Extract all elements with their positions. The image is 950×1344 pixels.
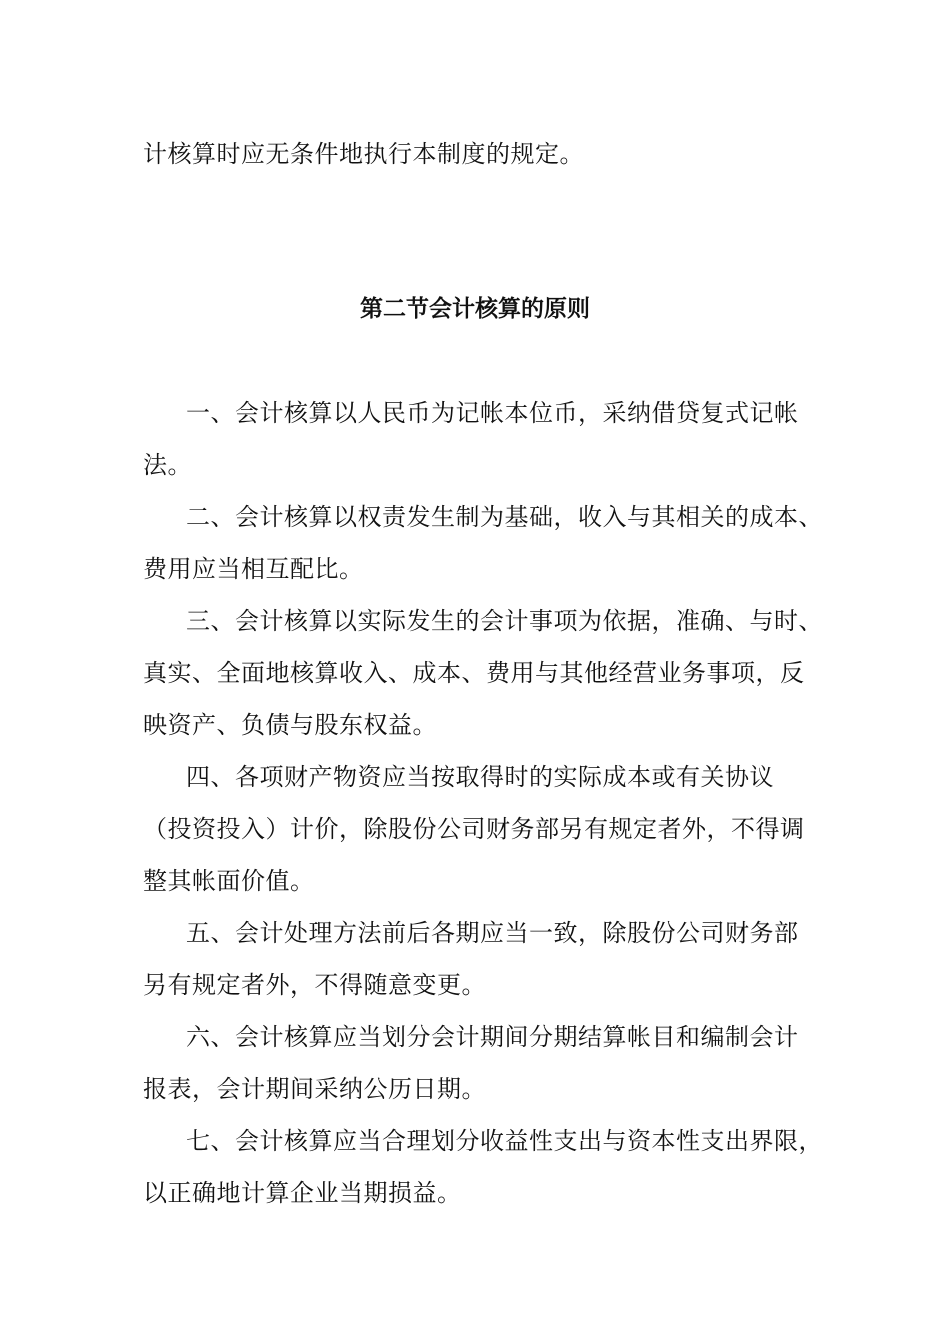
paragraph-6-line-1: 六、会计核算应当划分会计期间分期结算帐目和编制会计 [186,1023,799,1051]
paragraph-4-line-2: （投资投入）计价，除股份公司财务部另有规定者外，不得调 [143,815,805,843]
paragraph-1-line-2: 法。 [143,451,192,479]
section-heading: 第二节会计核算的原则 [360,296,590,322]
paragraph-4-line-1: 四、各项财产物资应当按取得时的实际成本或有关协议 [186,763,774,791]
text-line-continuation: 计核算时应无条件地执行本制度的规定。 [143,140,584,168]
paragraph-4-line-3: 整其帐面价值。 [143,867,315,895]
paragraph-3-line-2: 真实、全面地核算收入、成本、费用与其他经营业务事项，反 [143,659,805,687]
paragraph-3-line-1: 三、会计核算以实际发生的会计事项为依据，准确、与时、 [186,607,823,635]
paragraph-6-line-2: 报表，会计期间采纳公历日期。 [143,1075,486,1103]
paragraph-7-line-2: 以正确地计算企业当期损益。 [143,1179,462,1207]
paragraph-5-line-2: 另有规定者外，不得随意变更。 [143,971,486,999]
paragraph-1-line-1: 一、会计核算以人民币为记帐本位币，采纳借贷复式记帐 [186,399,799,427]
paragraph-2-line-1: 二、会计核算以权责发生制为基础，收入与其相关的成本、 [186,503,823,531]
paragraph-7-line-1: 七、会计核算应当合理划分收益性支出与资本性支出界限， [186,1127,823,1155]
paragraph-2-line-2: 费用应当相互配比。 [143,555,364,583]
paragraph-5-line-1: 五、会计处理方法前后各期应当一致，除股份公司财务部 [186,919,799,947]
paragraph-3-line-3: 映资产、负债与股东权益。 [143,711,437,739]
